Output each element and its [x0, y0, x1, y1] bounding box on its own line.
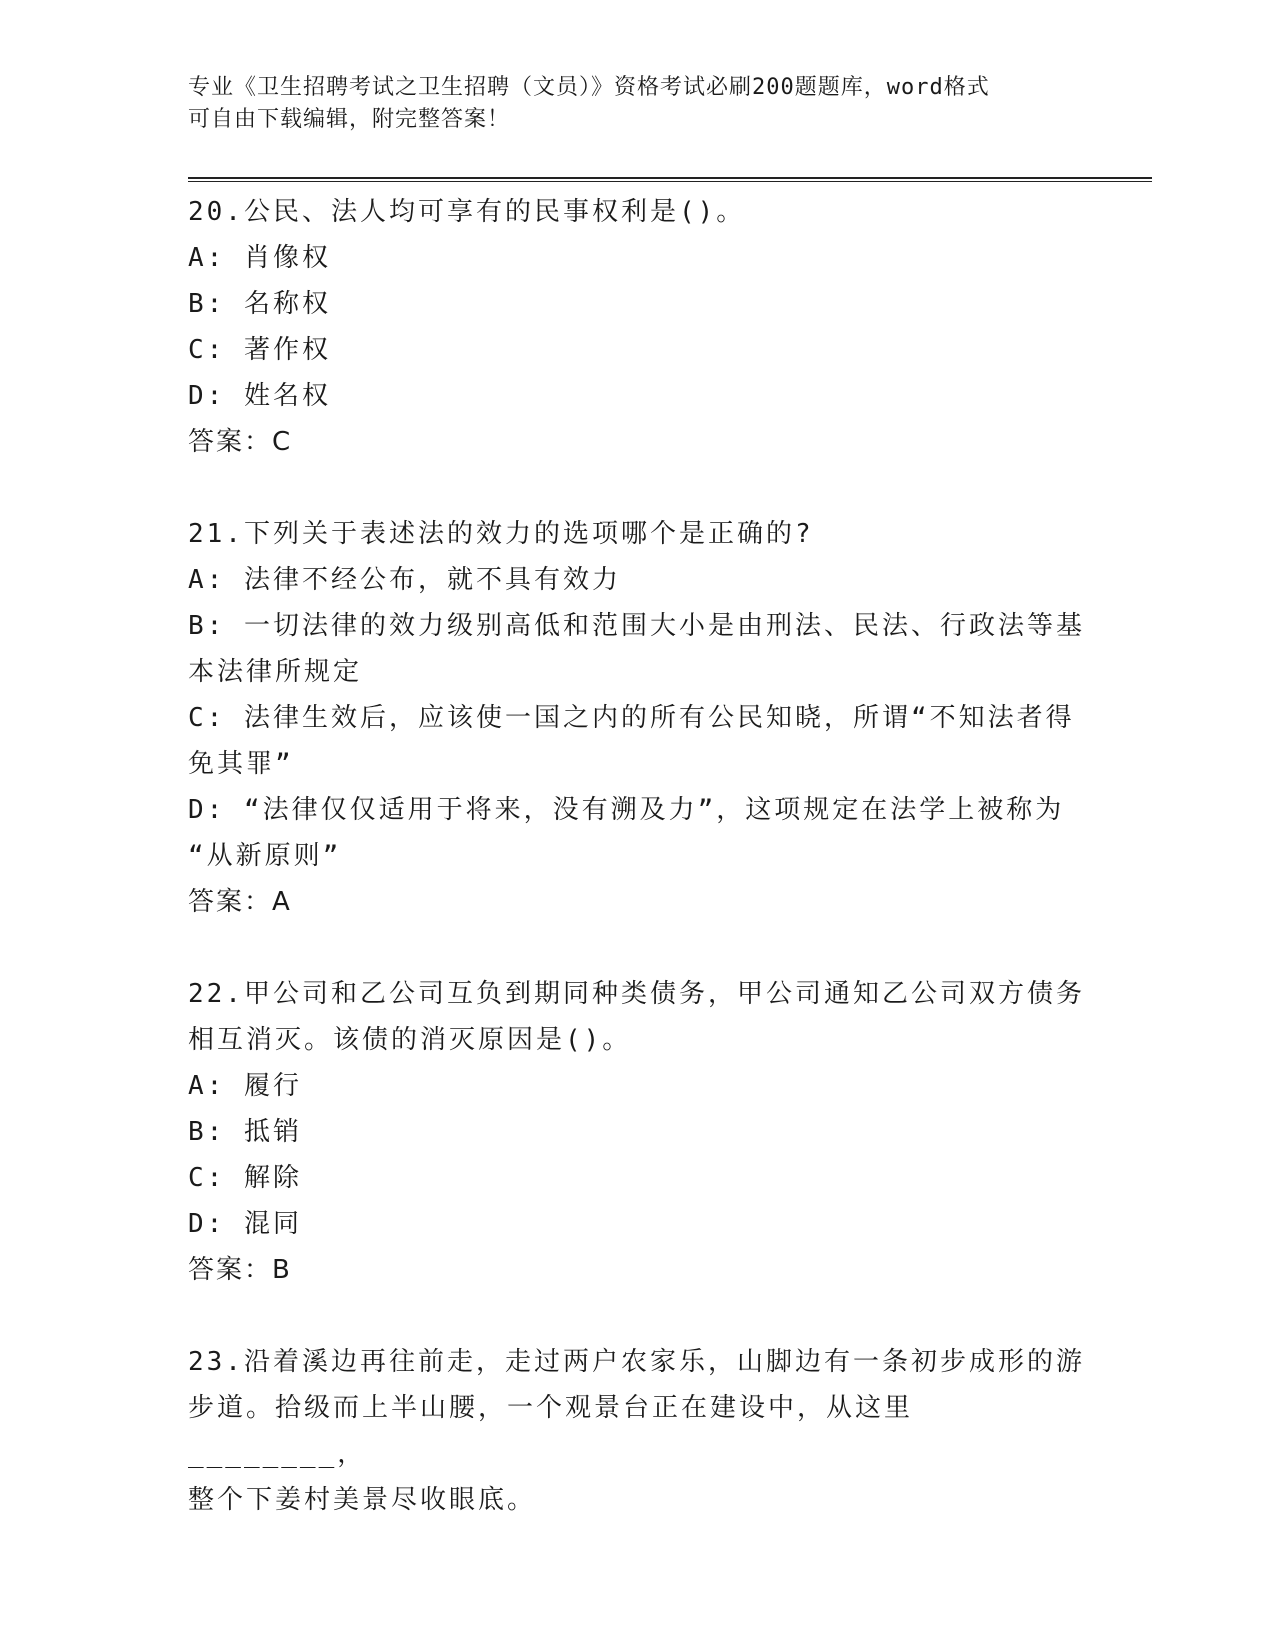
question-stem: 22.甲公司和乙公司互负到期同种类债务，甲公司通知乙公司双方债务	[188, 979, 1085, 1009]
question-stem-continued: 相互消灭。该债的消灭原因是()。	[188, 1025, 632, 1055]
option-c-continued: 免其罪”	[188, 749, 294, 779]
question-item	[188, 971, 1088, 1293]
question-list	[188, 189, 1088, 1523]
option-c: C: 法律生效后，应该使一国之内的所有公民知晓，所谓“不知法者得	[188, 703, 1075, 733]
option-b: B: 一切法律的效力级别高低和范围大小是由刑法、民法、行政法等基	[188, 611, 1085, 641]
option-b: B: 抵销	[188, 1117, 302, 1147]
header-line: 专业《卫生招聘考试之卫生招聘（文员）》资格考试必刷200题题库，word格式	[188, 75, 990, 100]
question-item	[188, 511, 1088, 925]
question-item	[188, 189, 1088, 465]
answer: 答案：A	[188, 887, 292, 917]
question-stem-continued: 步道。拾级而上半山腰，一个观景台正在建设中，从这里________，	[188, 1393, 914, 1469]
option-c: C: 著作权	[188, 335, 331, 365]
question-stem: 20.公民、法人均可享有的民事权利是()。	[188, 197, 746, 227]
question-stem-continued: 整个下姜村美景尽收眼底。	[188, 1485, 537, 1515]
option-b-continued: 本法律所规定	[188, 657, 363, 687]
header-divider	[188, 177, 1152, 182]
question-spacer	[188, 925, 1088, 971]
option-a: A: 法律不经公布，就不具有效力	[188, 565, 621, 595]
header-line: 可自由下载编辑，附完整答案！	[188, 107, 511, 132]
option-b: B: 名称权	[188, 289, 331, 319]
question-stem: 21.下列关于表述法的效力的选项哪个是正确的?	[188, 519, 814, 549]
option-c: C: 解除	[188, 1163, 302, 1193]
option-d: D: 姓名权	[188, 381, 331, 411]
option-d: D: 混同	[188, 1209, 302, 1239]
option-a: A: 履行	[188, 1071, 302, 1101]
question-stem: 23.沿着溪边再往前走，走过两户农家乐，山脚边有一条初步成形的游	[188, 1347, 1085, 1377]
document-header	[188, 72, 1088, 136]
option-d-continued: “从新原则”	[188, 841, 342, 871]
option-a: A: 肖像权	[188, 243, 331, 273]
question-spacer	[188, 465, 1088, 511]
question-spacer	[188, 1293, 1088, 1339]
question-item	[188, 1339, 1088, 1523]
answer: 答案：C	[188, 427, 293, 457]
answer: 答案：B	[188, 1255, 292, 1285]
option-d: D: “法律仅仅适用于将来，没有溯及力”，这项规定在法学上被称为	[188, 795, 1065, 825]
